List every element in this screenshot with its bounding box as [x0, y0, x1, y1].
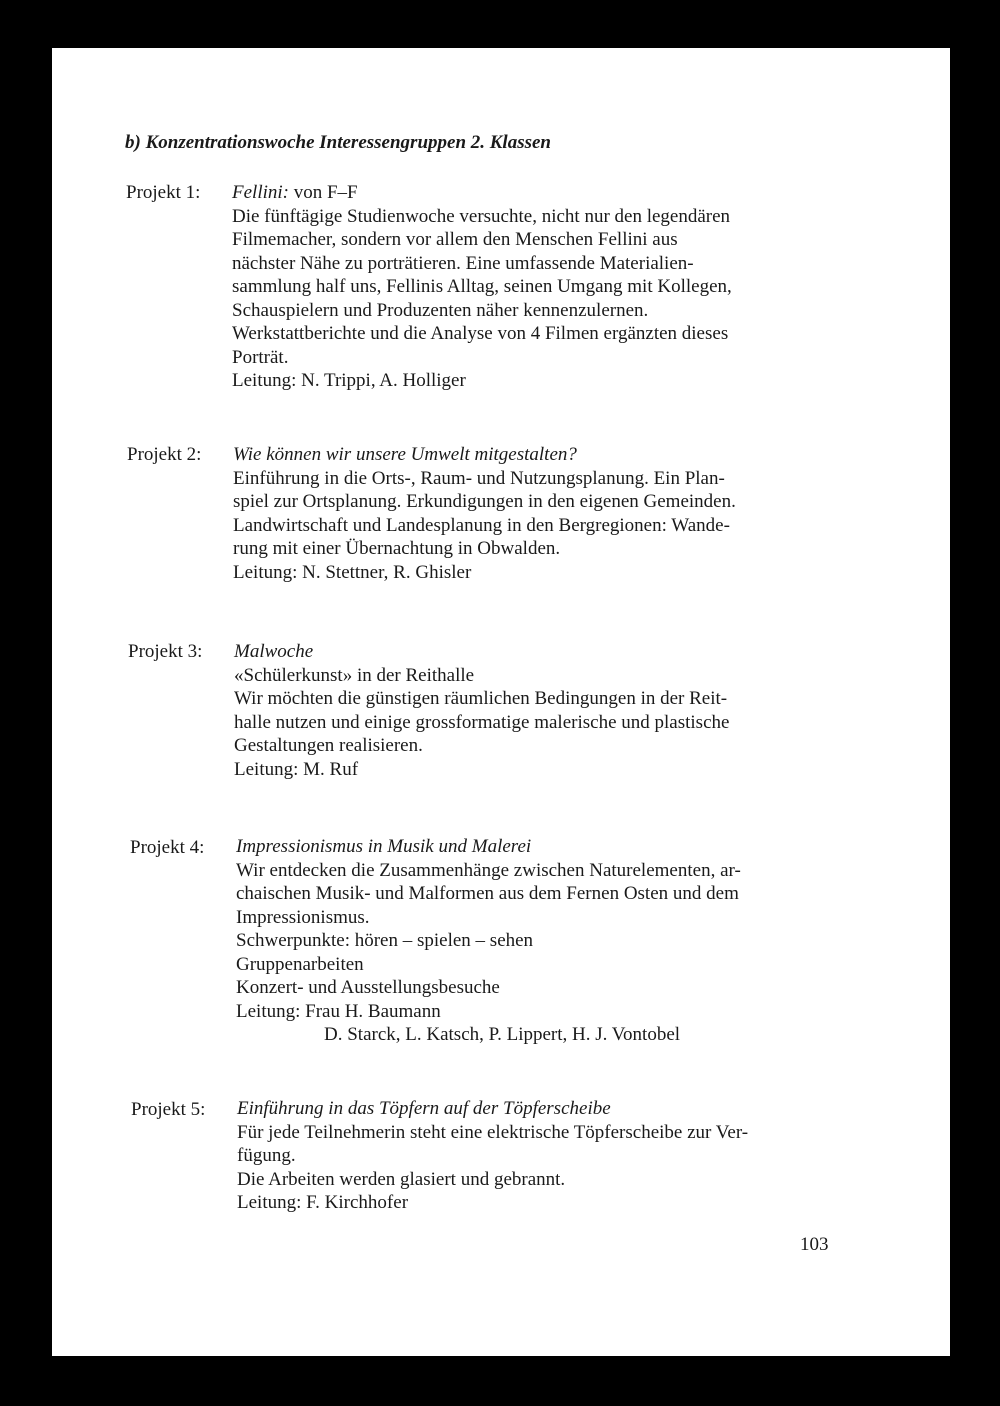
project-5-label: Projekt 5:	[131, 1099, 206, 1120]
project-4-line: Impressionismus.	[236, 906, 370, 928]
project-2-line: Landwirtschaft und Landesplanung in den Bergregionen: Wande-	[233, 514, 730, 536]
project-4-leitung: Leitung: Frau H. Baumann	[236, 1000, 441, 1022]
project-3-leitung: Leitung: M. Ruf	[234, 758, 359, 780]
project-1-leitung: Leitung: N. Trippi, A. Holliger	[232, 370, 466, 391]
project-3-line: halle nutzen und einige grossformatige malerische und plastische	[234, 711, 730, 733]
project-2-title: Wie können wir unsere Umwelt mitgestalten?	[233, 444, 577, 465]
project-5-leitung: Leitung: F. Kirchhofer	[237, 1192, 409, 1213]
project-1-label: Projekt 1:	[126, 182, 201, 203]
project-1-line: Porträt.	[232, 346, 289, 368]
project-4-line: Gruppenarbeiten	[236, 953, 364, 975]
project-3-title: Malwoche	[234, 641, 314, 662]
project-5-line: fügung.	[237, 1145, 296, 1166]
project-5-line: Für jede Teilnehmerin steht eine elektrische Töpferscheibe zur Ver-	[237, 1121, 749, 1143]
project-2-line: rung mit einer Übernachtung in Obwalden.	[233, 538, 561, 559]
page-number: 103	[800, 1234, 829, 1255]
project-4-line: chaischen Musik- und Malformen aus dem Fernen Osten und dem	[236, 883, 739, 904]
project-4-leitung-continued: D. Starck, L. Katsch, P. Lippert, H. J. Vontobel	[324, 1024, 681, 1045]
project-5-block	[237, 1097, 748, 1215]
project-1-title: Fellini:	[232, 182, 289, 203]
project-3-line: Gestaltungen realisieren.	[234, 735, 423, 756]
project-1-title-suffix: von F–F	[288, 182, 358, 203]
project-4-label: Projekt 4:	[130, 837, 205, 858]
section-heading: b) Konzentrationswoche Interessengruppen 2. Klassen	[125, 132, 551, 153]
project-4-line: Schwerpunkte: hören – spielen – sehen	[236, 930, 534, 951]
project-1-line: Werkstattberichte und die Analyse von 4 Filmen ergänzten dieses	[232, 323, 729, 344]
project-1-line: Schauspielern und Produzenten näher kennenzulernen.	[232, 299, 649, 321]
project-5-title: Einführung in das Töpfern auf der Töpferscheibe	[237, 1098, 611, 1119]
project-3-line: «Schülerkunst» in der Reithalle	[234, 664, 475, 686]
project-2-leitung: Leitung: N. Stettner, R. Ghisler	[233, 561, 472, 583]
project-2-line: Einführung in die Orts-, Raum- und Nutzungsplanung. Ein Plan-	[233, 467, 725, 489]
project-1-block	[232, 181, 732, 393]
project-1-line: Die fünftägige Studienwoche versuchte, nicht nur den legendären	[232, 205, 731, 227]
project-4-title: Impressionismus in Musik und Malerei	[236, 836, 532, 857]
project-4-line: Konzert- und Ausstellungsbesuche	[236, 977, 500, 998]
project-4-line: Wir entdecken die Zusammenhänge zwischen Naturelementen, ar-	[236, 859, 741, 881]
project-2-line: spiel zur Ortsplanung. Erkundigungen in den eigenen Gemeinden.	[233, 491, 736, 512]
project-1-title-line	[232, 181, 732, 205]
project-3-label: Projekt 3:	[128, 641, 203, 662]
project-2-label: Projekt 2:	[127, 444, 202, 465]
project-1-line: Filmemacher, sondern vor allem den Menschen Fellini aus	[232, 229, 678, 250]
project-1-line: nächster Nähe zu porträtieren. Eine umfassende Materialien-	[232, 252, 694, 274]
project-3-block	[234, 640, 729, 781]
project-4-block	[236, 835, 741, 1047]
project-2-block	[233, 443, 736, 584]
project-1-line: sammlung half uns, Fellinis Alltag, seinen Umgang mit Kollegen,	[232, 276, 732, 297]
project-3-line: Wir möchten die günstigen räumlichen Bedingungen in der Reit-	[234, 688, 728, 709]
project-5-line: Die Arbeiten werden glasiert und gebrannt.	[237, 1168, 566, 1190]
